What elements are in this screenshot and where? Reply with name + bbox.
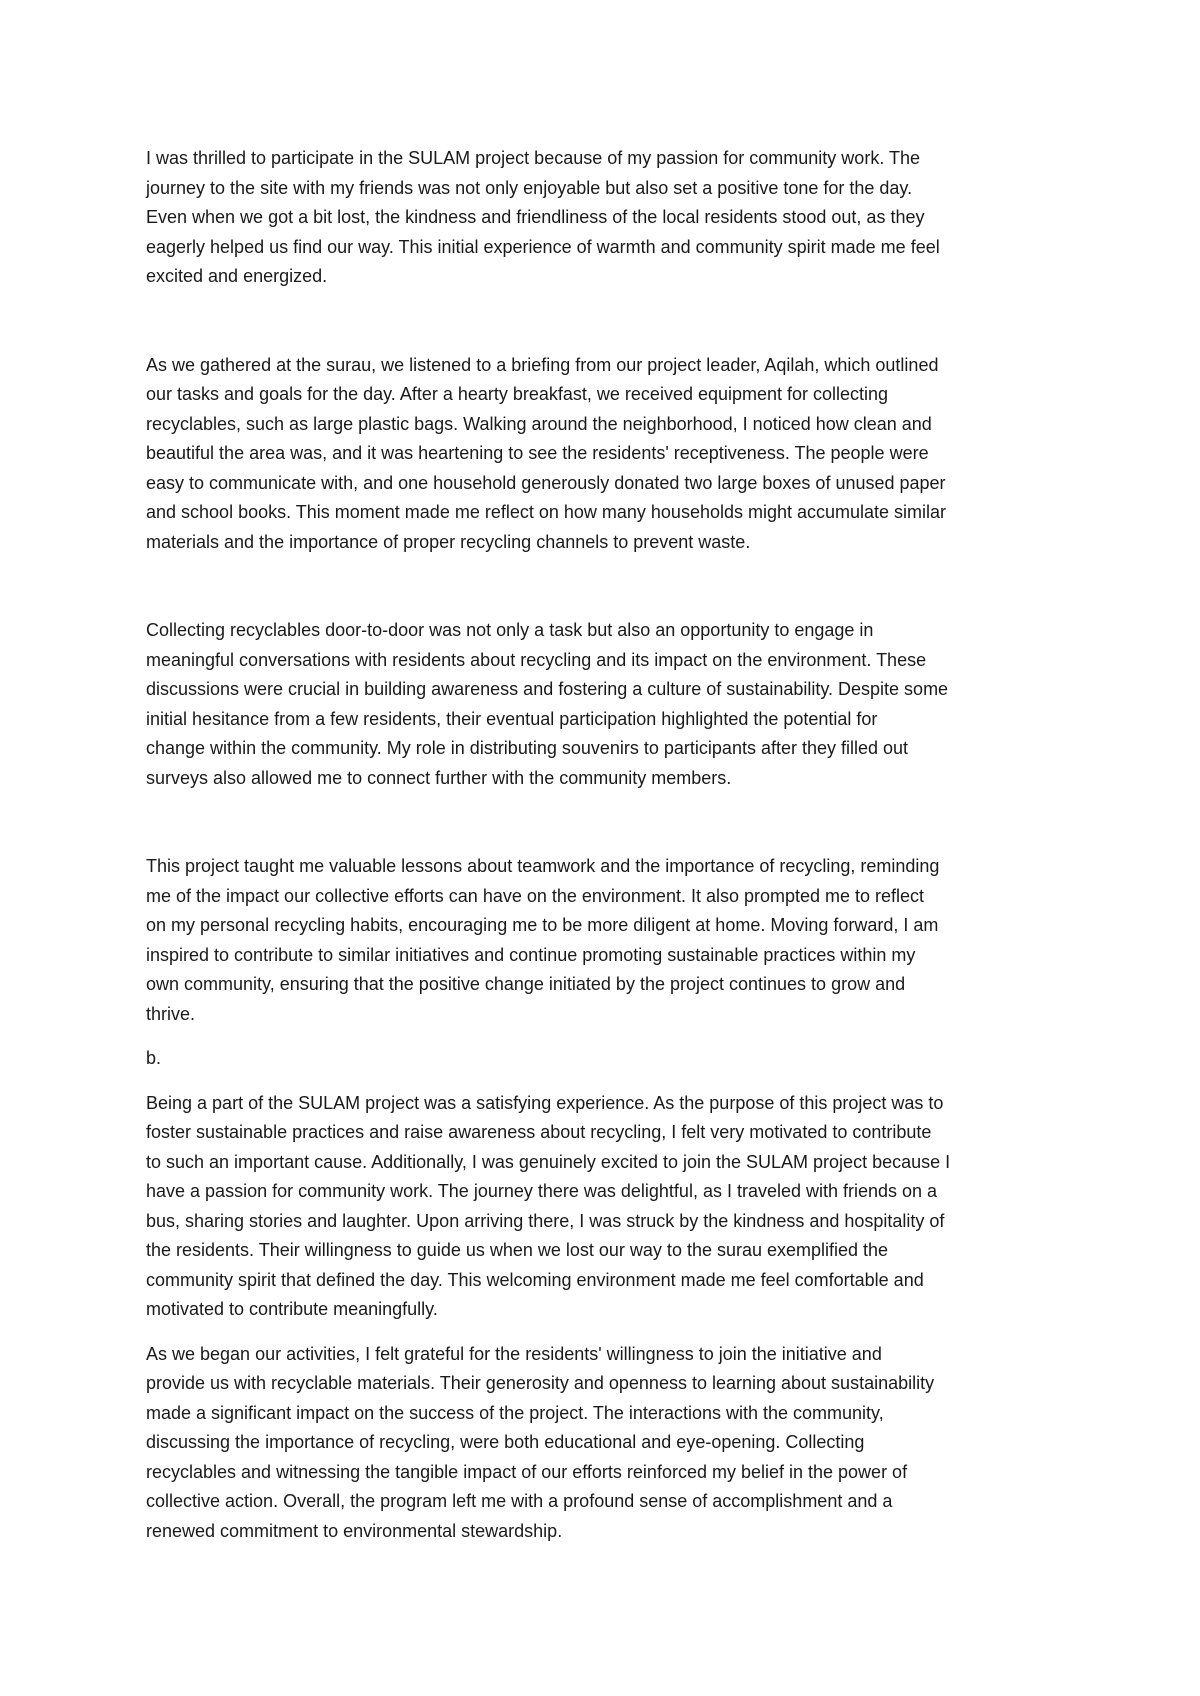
section-label-text: b. bbox=[146, 1048, 162, 1068]
text-line: journey to the site with my friends was not only enjoyable but also set a positive tone for the day. bbox=[146, 177, 913, 198]
text-line: made a significant impact on the success of the project. The interactions with the community, bbox=[146, 1402, 884, 1423]
text-line: our tasks and goals for the day. After a hearty breakfast, we received equipment for collecting bbox=[146, 384, 889, 404]
text-line: recyclables, such as large plastic bags. Walking around the neighborhood, I noticed how clean and bbox=[146, 413, 932, 434]
text-line: I was thrilled to participate in the SULAM project because of my passion for community work. The bbox=[146, 148, 921, 168]
text-line: me of the impact our collective efforts can have on the environment. It also prompted me to reflect bbox=[146, 885, 925, 906]
text-line: foster sustainable practices and raise awareness about recycling, I felt very motivated to contribute bbox=[146, 1122, 932, 1142]
paragraph-4 bbox=[146, 852, 1056, 1029]
text-line: on my personal recycling habits, encouraging me to be more diligent at home. Moving forward, I am bbox=[146, 915, 939, 935]
text-line: meaningful conversations with residents about recycling and its impact on the environment. These bbox=[146, 649, 927, 670]
text-line: provide us with recyclable materials. Their generosity and openness to learning about sustainability bbox=[146, 1373, 935, 1393]
text-line: have a passion for community work. The journey there was delightful, as I traveled with friends on a bbox=[146, 1181, 938, 1201]
text-line: change within the community. My role in distributing souvenirs to participants after they filled out bbox=[146, 738, 909, 758]
text-line: discussions were crucial in building awareness and fostering a culture of sustainability. Despite some bbox=[146, 679, 949, 699]
section-label bbox=[146, 1044, 1056, 1074]
text-line: As we gathered at the surau, we listened to a briefing from our project leader, Aqilah, which outlined bbox=[146, 354, 939, 375]
text-line: This project taught me valuable lessons about teamwork and the importance of recycling, reminding bbox=[146, 856, 940, 876]
text-line: inspired to contribute to similar initiatives and continue promoting sustainable practices within my bbox=[146, 944, 916, 965]
paragraph-3 bbox=[146, 616, 1056, 793]
text-line: Being a part of the SULAM project was a satisfying experience. As the purpose of this project was to bbox=[146, 1092, 944, 1113]
text-line: initial hesitance from a few residents, their eventual participation highlighted the potential for bbox=[146, 708, 878, 729]
text-line: beautiful the area was, and it was heartening to see the residents' receptiveness. The people were bbox=[146, 443, 929, 463]
text-line: community spirit that defined the day. This welcoming environment made me feel comfortable and bbox=[146, 1269, 924, 1290]
text-line: collective action. Overall, the program left me with a profound sense of accomplishment and a bbox=[146, 1491, 893, 1511]
text-line: materials and the importance of proper recycling channels to prevent waste. bbox=[146, 531, 751, 552]
text-line: recyclables and witnessing the tangible impact of our efforts reinforced my belief in the power of bbox=[146, 1461, 908, 1482]
text-line: renewed commitment to environmental stewardship. bbox=[146, 1520, 563, 1541]
document-body bbox=[146, 144, 1056, 1546]
text-line: thrive. bbox=[146, 1003, 196, 1024]
text-line: to such an important cause. Additionally, I was genuinely excited to join the SULAM project because I bbox=[146, 1151, 951, 1172]
text-line: easy to communicate with, and one household generously donated two large boxes of unused paper bbox=[146, 472, 946, 493]
text-line: and school books. This moment made me reflect on how many households might accumulate similar bbox=[146, 502, 947, 522]
text-line: As we began our activities, I felt grateful for the residents' willingness to join the initiative and bbox=[146, 1343, 882, 1364]
text-line: Collecting recyclables door-to-door was not only a task but also an opportunity to engage in bbox=[146, 620, 874, 640]
text-line: bus, sharing stories and laughter. Upon arriving there, I was struck by the kindness and hospitality of bbox=[146, 1210, 945, 1231]
paragraph-2 bbox=[146, 351, 1056, 558]
text-line: discussing the importance of recycling, were both educational and eye-opening. Collecting bbox=[146, 1432, 865, 1452]
text-line: own community, ensuring that the positive change initiated by the project continues to grow and bbox=[146, 974, 906, 994]
text-line: the residents. Their willingness to guide us when we lost our way to the surau exemplified the bbox=[146, 1240, 889, 1260]
paragraph-1 bbox=[146, 144, 1056, 292]
text-line: surveys also allowed me to connect further with the community members. bbox=[146, 767, 732, 788]
text-line: excited and energized. bbox=[146, 266, 328, 286]
text-line: motivated to contribute meaningfully. bbox=[146, 1299, 438, 1319]
text-line: eagerly helped us find our way. This initial experience of warmth and community spirit made me feel bbox=[146, 236, 940, 257]
text-line: Even when we got a bit lost, the kindness and friendliness of the local residents stood out, as they bbox=[146, 207, 925, 227]
paragraph-6 bbox=[146, 1340, 1056, 1547]
paragraph-5 bbox=[146, 1089, 1056, 1325]
